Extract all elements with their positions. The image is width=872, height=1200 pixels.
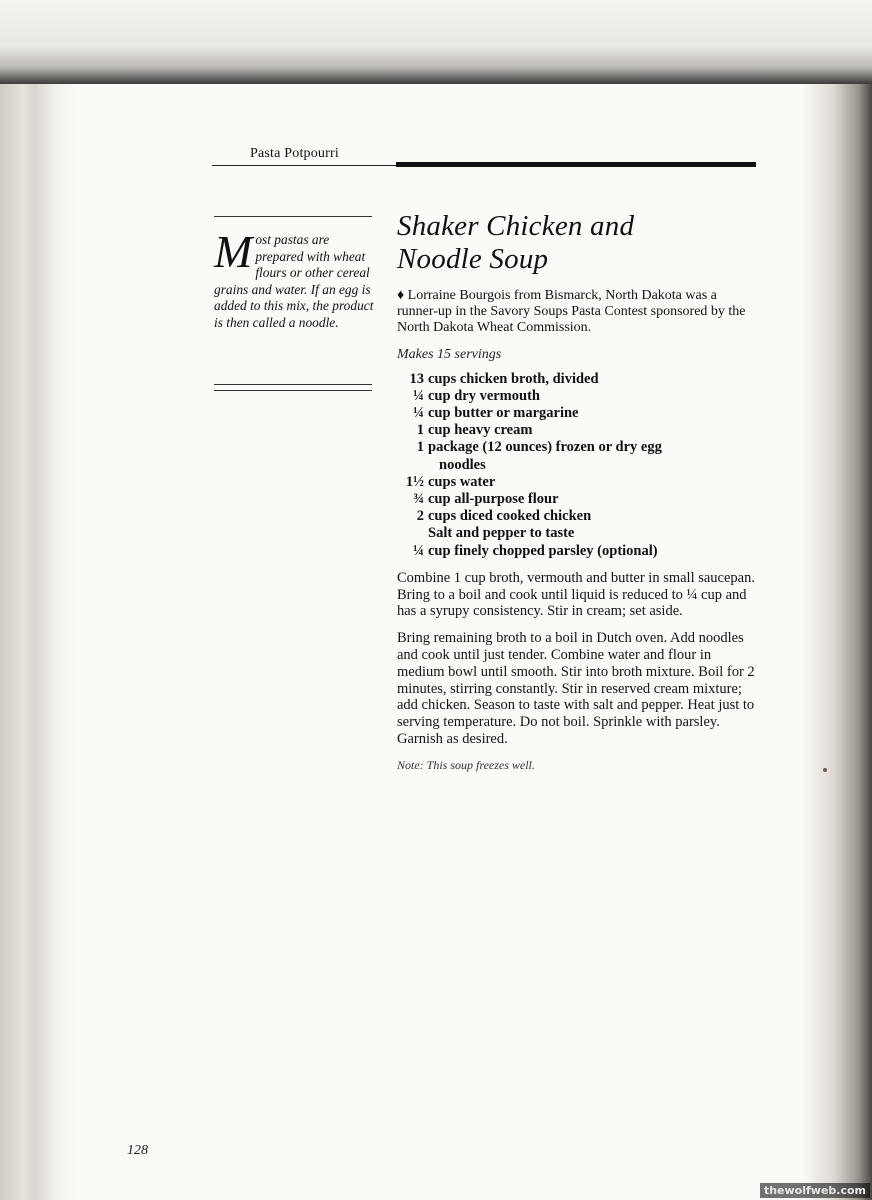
ingredient-item — [397, 543, 757, 560]
ingredient-text: cup dry vermouth — [428, 387, 540, 404]
page-stack-edge — [0, 84, 78, 1200]
ingredient-list — [397, 371, 757, 560]
ingredient-description — [424, 422, 757, 439]
ingredient-item — [397, 525, 757, 542]
sidebar-text: ost pastas are prepared with wheat flours or other cereal grains and water. If an egg is added to this mix, the product is then called a noodle. — [214, 232, 374, 330]
diamond-bullet-icon: ♦ — [397, 288, 405, 303]
ingredient-text: package (12 ounces) frozen or dry egg — [428, 439, 662, 456]
ingredient-description — [424, 508, 757, 525]
ingredient-description — [424, 474, 757, 491]
ingredient-quantity: 1 — [416, 422, 424, 439]
directions — [397, 570, 757, 748]
running-head — [212, 146, 756, 168]
recipe-title-line-1: Shaker Chicken and — [397, 210, 635, 242]
ingredient-item — [397, 388, 757, 405]
scan-speck — [823, 768, 827, 772]
ingredient-description — [424, 371, 757, 388]
recipe-servings: Makes 15 servings — [397, 346, 502, 362]
running-head-thick-rule — [396, 162, 756, 167]
ingredient-quantity: ¾ — [413, 491, 424, 508]
ingredient-description — [424, 405, 757, 422]
recipe-intro-text: Lorraine Bourgois from Bismarck, North Dakota was a runner-up in the Savory Soups Pasta Contest sponsored by the North Dakota Wheat Commission. — [397, 288, 746, 336]
recipe-title-line-2: Noodle Soup — [397, 243, 549, 275]
ingredient-item — [397, 508, 757, 525]
sidebar-dropcap: M — [214, 226, 253, 277]
ingredient-description — [424, 388, 757, 405]
book-spine-shadow — [802, 84, 872, 1200]
ingredient-description — [424, 491, 757, 508]
scanner-background — [0, 0, 872, 84]
ingredient-item — [397, 439, 757, 473]
direction-paragraph: Bring remaining broth to a boil in Dutch oven. Add noodles and cook until just tender. Combine water and flour in medium bowl until smooth. Stir into broth mixture. Boil for 2 minutes, stirring constantly. Stir in reserved cream mixture; add chicken. Season to taste with salt and pepper. Heat just to serving temperature. Do not boil. Sprinkle with parsley. Garnish as desired. — [397, 630, 755, 748]
ingredient-quantity: 1 — [416, 439, 424, 456]
ingredient-quantity: 2 — [416, 508, 424, 525]
ingredient-description — [424, 439, 757, 473]
ingredient-text: cups water — [428, 473, 496, 490]
ingredient-quantity: ¼ — [413, 405, 424, 422]
ingredient-text: cup finely chopped parsley (optional) — [428, 542, 658, 559]
recipe-title — [397, 210, 757, 276]
ingredient-quantity — [397, 525, 424, 542]
ingredient-description — [424, 543, 757, 560]
ingredient-item — [397, 422, 757, 439]
ingredient-item — [397, 491, 757, 508]
ingredient-text: cup all-purpose flour — [428, 491, 559, 508]
ingredient-text: cups chicken broth, divided — [428, 370, 599, 387]
sidebar-note — [214, 226, 376, 332]
ingredient-text-continued: noodles — [439, 456, 486, 473]
ingredient-quantity: 1½ — [405, 473, 424, 490]
ingredient-text: cup butter or margarine — [428, 405, 579, 422]
recipe-intro — [397, 288, 757, 337]
watermark: thewolfweb.com — [760, 1183, 870, 1198]
page-number: 128 — [127, 1143, 148, 1158]
sidebar-top-rule — [214, 216, 372, 217]
ingredient-text: cup heavy cream — [428, 422, 533, 439]
ingredient-item — [397, 474, 757, 491]
ingredient-quantity: 13 — [409, 370, 424, 387]
direction-paragraph: Combine 1 cup broth, vermouth and butter in small saucepan. Bring to a boil and cook until liquid is reduced to ¼ cup and has a syrupy consistency. Stir in cream; set aside. — [397, 569, 755, 620]
running-head-title: Pasta Potpourri — [250, 146, 339, 161]
recipe-note: Note: This soup freezes well. — [397, 757, 535, 772]
ingredient-quantity: ¼ — [413, 542, 424, 559]
sidebar-bottom-rule-1 — [214, 384, 372, 385]
recipe — [397, 210, 757, 773]
ingredient-item — [397, 405, 757, 422]
sidebar-bottom-rule-2 — [214, 390, 372, 391]
ingredient-text: cups diced cooked chicken — [428, 508, 592, 525]
ingredient-description — [424, 525, 757, 542]
ingredient-text: Salt and pepper to taste — [428, 525, 575, 542]
ingredient-item — [397, 371, 757, 388]
ingredient-quantity: ¼ — [413, 387, 424, 404]
